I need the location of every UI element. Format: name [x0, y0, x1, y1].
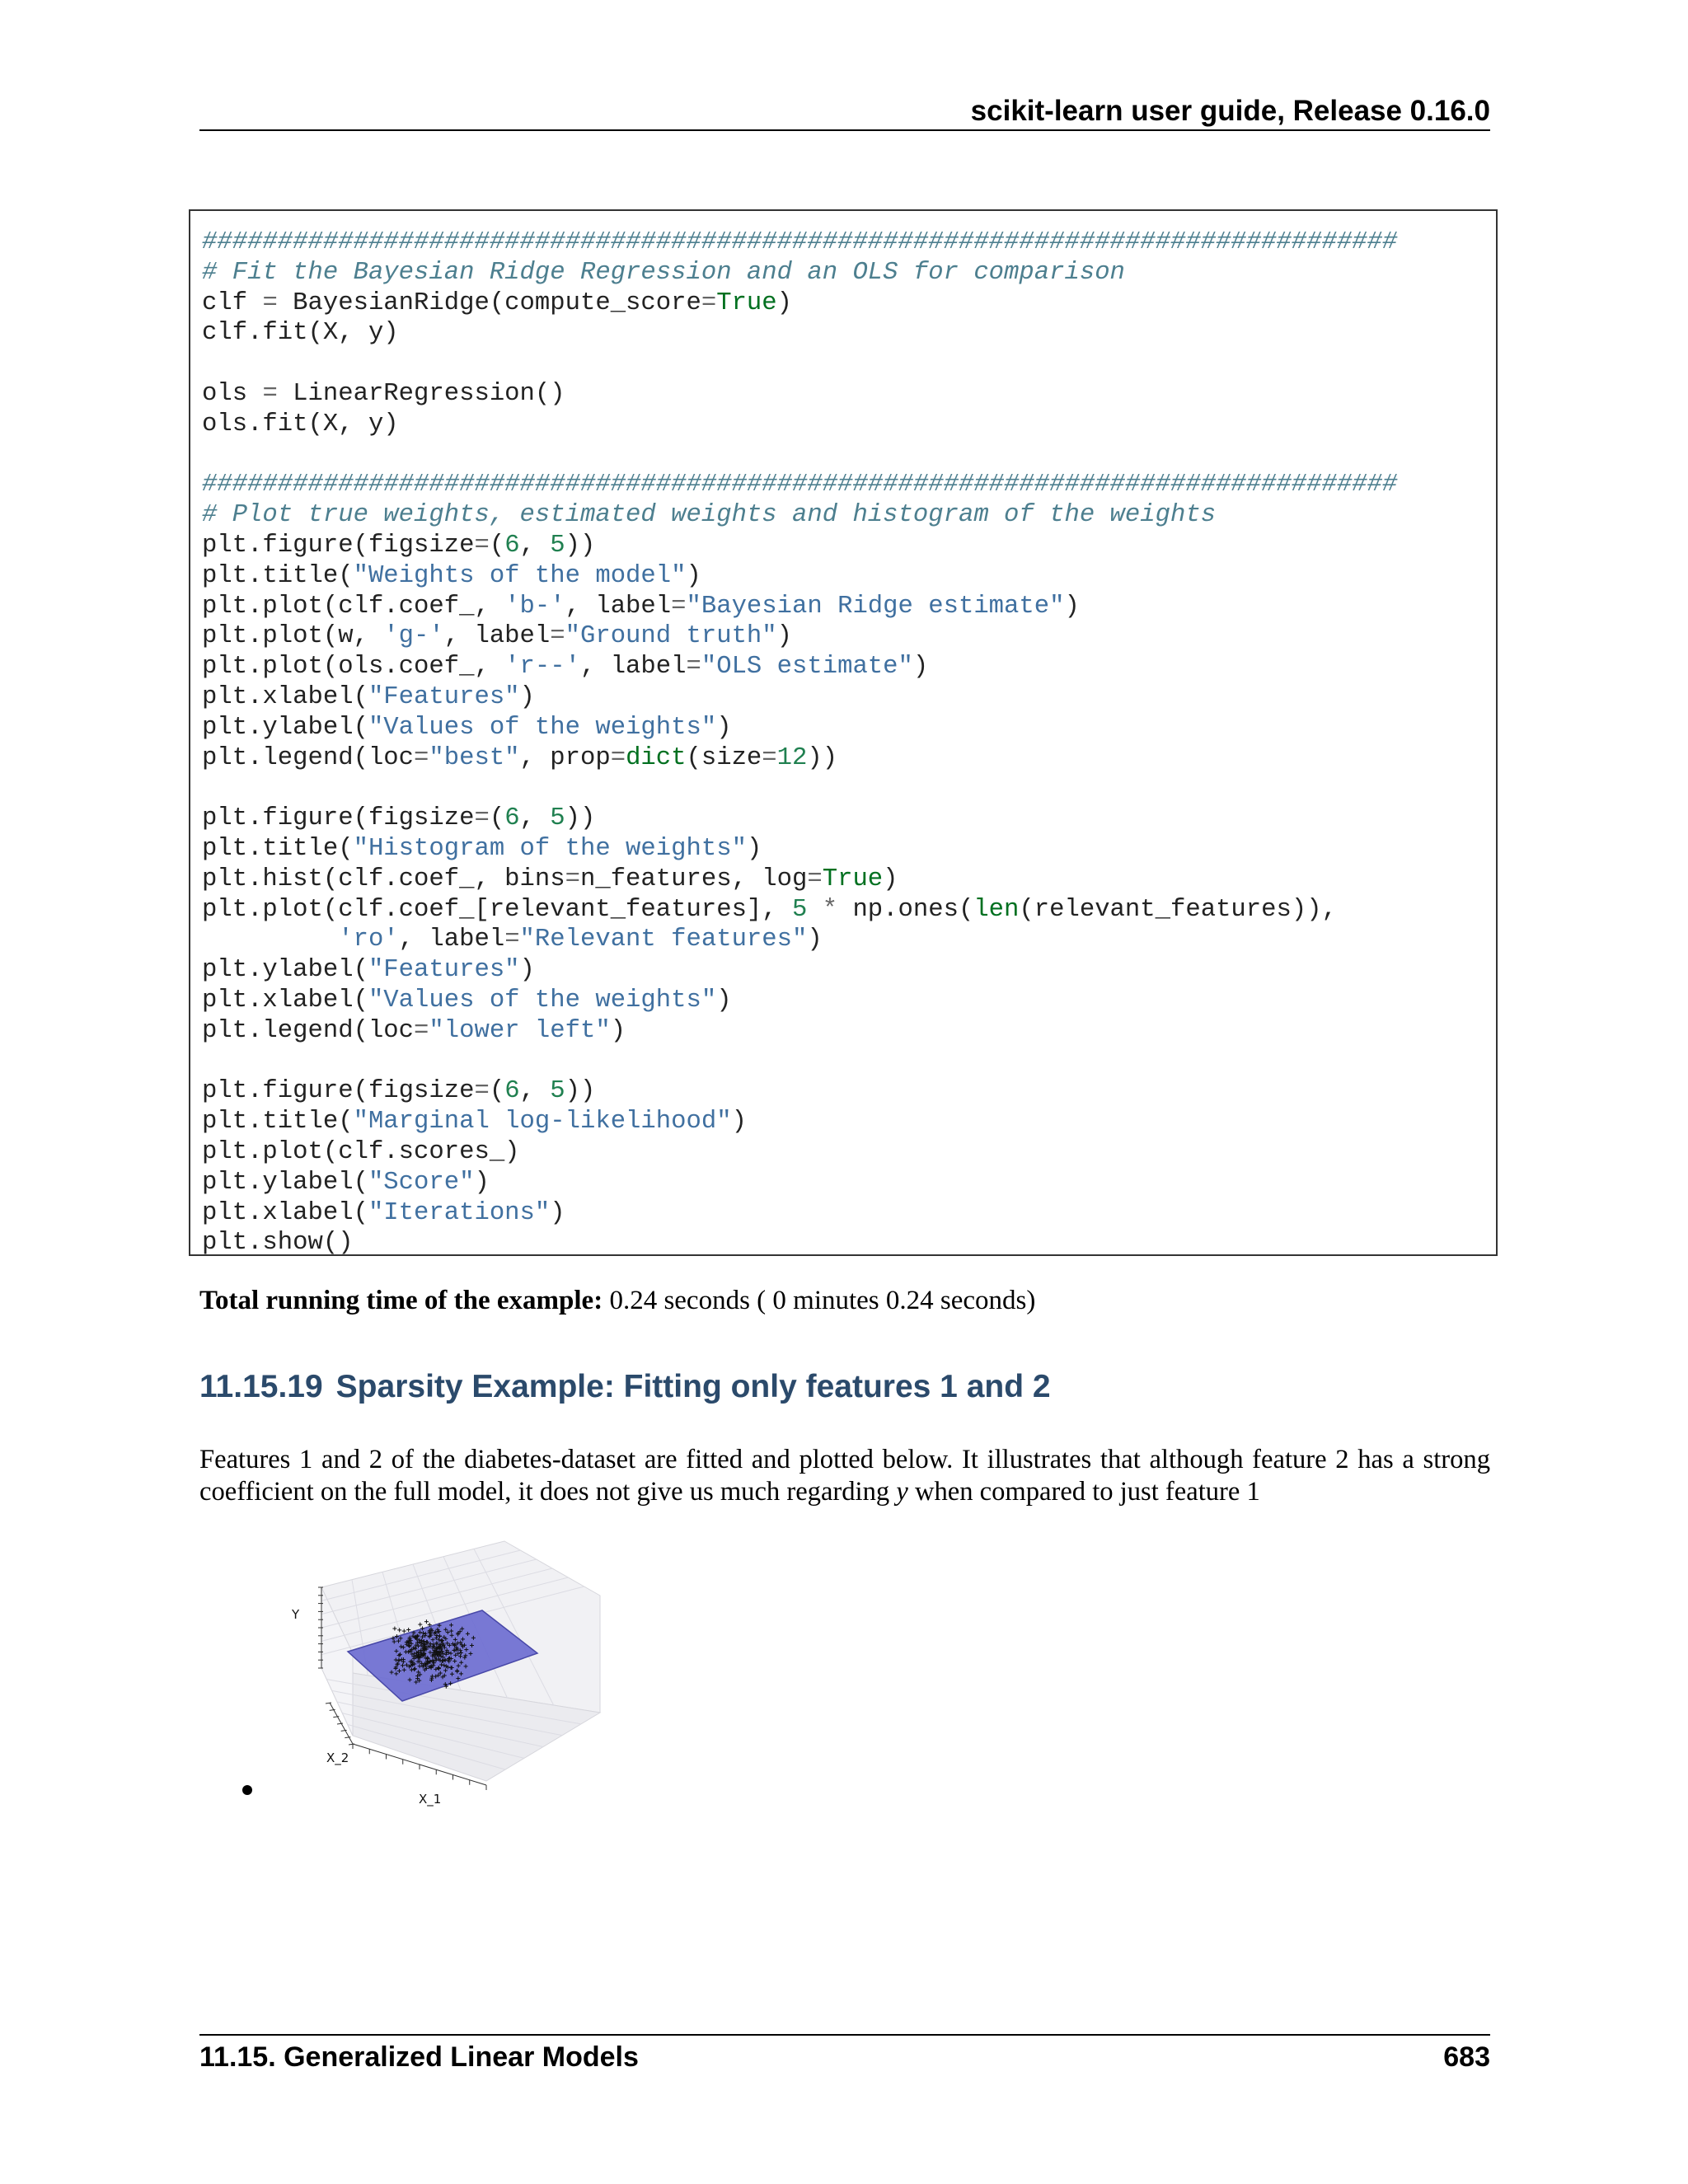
code-token: ( [489, 804, 505, 833]
code-token: 5 [550, 1077, 565, 1106]
code-token: = [671, 592, 687, 621]
code-token: # Fit the Bayesian Ridge Regression and an OLS for comparison [202, 258, 1125, 287]
code-token: 6 [504, 1077, 520, 1106]
code-token: ############################################################################### [202, 471, 1398, 499]
code-token: (size [686, 743, 762, 772]
code-token: = [701, 288, 717, 317]
section-title: Sparsity Example: Fitting only features 1 and 2 [335, 1369, 1051, 1404]
code-line [202, 1199, 565, 1227]
page-number: 683 [1443, 2041, 1490, 2073]
code-token: plt.figure(figsize [202, 531, 475, 560]
code-line [202, 653, 928, 681]
code-token: ) [776, 622, 793, 651]
code-line [202, 622, 792, 650]
sparsity-3d-figure[interactable] [280, 1530, 610, 1810]
code-token: 5 [550, 531, 565, 560]
code-token: np.ones( [837, 895, 974, 924]
code-line [202, 1169, 490, 1197]
running-time-value: 0.24 seconds ( 0 minutes 0.24 seconds) [609, 1286, 1036, 1315]
code-line [202, 683, 535, 711]
code-token: True [822, 865, 884, 893]
code-token: plt.legend(loc [202, 1016, 415, 1045]
code-token: ) [519, 956, 535, 985]
section-number: 11.15.19 [199, 1369, 323, 1404]
code-token: (relevant_features)), [1019, 895, 1337, 924]
paragraph-text: Features 1 and 2 of the diabetes-dataset are fitted and plotted below. It illustrates that although feature 2 has a strong coefficient on the full model, it does not give us much regarding [199, 1445, 1490, 1507]
code-token: plt.title( [202, 834, 354, 863]
list-bullet [242, 1785, 252, 1795]
code-line [202, 714, 732, 742]
code-line [202, 471, 1397, 499]
code-token: "Values of the weights" [368, 713, 717, 742]
code-token: )) [565, 531, 596, 560]
code-token: plt.show() [202, 1229, 354, 1258]
code-token: ############################################################################### [202, 228, 1398, 256]
code-line [202, 926, 823, 954]
code-token: plt.xlabel( [202, 986, 368, 1015]
code-token: = [414, 1016, 429, 1045]
code-token: plt.xlabel( [202, 1198, 368, 1227]
code-token: plt.plot(ols.coef_, [202, 653, 505, 682]
code-token: "Weights of the model" [353, 561, 687, 590]
paragraph-variable: y [896, 1477, 908, 1507]
code-token: = [414, 743, 429, 772]
code-token: plt.ylabel( [202, 1168, 368, 1197]
code-token: 6 [504, 804, 520, 833]
code-line [202, 987, 732, 1015]
section-paragraph [199, 1444, 1490, 1508]
code-token: plt.ylabel( [202, 713, 368, 742]
code-token: )) [565, 1077, 596, 1106]
code-token: plt.figure(figsize [202, 1077, 475, 1106]
code-token: plt.title( [202, 1108, 354, 1137]
code-block [189, 209, 1498, 1256]
code-token: 'g-' [383, 622, 444, 651]
code-token: = [762, 743, 777, 772]
code-token: = [474, 1077, 490, 1106]
code-token: ) [716, 986, 732, 1015]
code-token: "OLS estimate" [701, 653, 913, 682]
code-line [202, 410, 399, 438]
y-axis-label: Y [292, 1607, 300, 1622]
code-token: dict [626, 743, 687, 772]
code-token: plt.plot(clf.scores_) [202, 1137, 520, 1166]
code-listing [202, 227, 1496, 1258]
code-token: plt.figure(figsize [202, 804, 475, 833]
code-token: n_features, log [579, 865, 808, 893]
code-line [202, 1229, 354, 1257]
code-line [202, 501, 1216, 529]
code-token [202, 926, 338, 954]
code-token: )) [565, 804, 596, 833]
code-token: "Iterations" [368, 1198, 551, 1227]
code-line [202, 1138, 520, 1166]
code-token: = [550, 622, 565, 651]
code-token: , [519, 531, 551, 560]
running-time [199, 1282, 1035, 1319]
code-token: = [686, 653, 701, 682]
code-token: ) [610, 1016, 626, 1045]
running-header: scikit-learn user guide, Release 0.16.0 [970, 95, 1490, 127]
section-heading [199, 1366, 1051, 1408]
code-token: ) [912, 653, 929, 682]
running-time-label: Total running time of the example: [199, 1286, 603, 1315]
code-token: "Features" [368, 682, 520, 711]
code-token: "Values of the weights" [368, 986, 717, 1015]
code-token: plt.xlabel( [202, 682, 368, 711]
code-token: , prop [519, 743, 611, 772]
code-token: ) [883, 865, 898, 893]
code-token: plt.title( [202, 561, 354, 590]
code-token: "best" [429, 743, 520, 772]
code-token: , label [579, 653, 687, 682]
code-token: 6 [504, 531, 520, 560]
code-token: "Bayesian Ridge estimate" [686, 592, 1065, 621]
code-token: ) [746, 834, 762, 863]
code-line [202, 865, 898, 893]
code-token: "Score" [368, 1168, 475, 1197]
code-line [202, 228, 1397, 256]
code-token: plt.plot(w, [202, 622, 384, 651]
code-token: BayesianRidge(compute_score [277, 288, 701, 317]
code-token: ( [489, 531, 505, 560]
code-token: LinearRegression() [277, 379, 565, 408]
code-token: ols [202, 379, 263, 408]
code-token: ) [474, 1168, 490, 1197]
code-token: plt.ylabel( [202, 956, 368, 985]
code-line [202, 319, 399, 347]
code-token: 5 [550, 804, 565, 833]
code-token: plt.plot(clf.coef_, [202, 592, 505, 621]
code-line [202, 289, 792, 317]
code-line [202, 835, 762, 863]
code-token: "Relevant features" [519, 926, 808, 954]
code-token: "Features" [368, 956, 520, 985]
code-token: = [262, 288, 278, 317]
code-token: 'ro' [338, 926, 399, 954]
code-line [202, 1017, 626, 1045]
code-token: = [610, 743, 626, 772]
code-token: )) [807, 743, 838, 772]
code-token: , [519, 804, 551, 833]
code-token: len [973, 895, 1020, 924]
code-line [202, 380, 565, 408]
code-token: = [504, 926, 520, 954]
code-token: ( [489, 1077, 505, 1106]
code-token: = [565, 865, 580, 893]
code-token: , label [565, 592, 672, 621]
code-token: 'r--' [504, 653, 580, 682]
code-token [807, 896, 822, 924]
code-token: ) [807, 926, 823, 954]
code-token: ) [519, 682, 535, 711]
code-token: = [262, 379, 278, 408]
code-token: ) [1064, 592, 1080, 621]
code-token: = [474, 531, 490, 560]
code-token: 'b-' [504, 592, 565, 621]
code-token: ) [686, 561, 701, 590]
code-token: = [474, 804, 490, 833]
code-token: ols.fit(X, y) [202, 410, 399, 438]
code-line [202, 804, 595, 832]
code-token: "lower left" [429, 1016, 611, 1045]
code-line [202, 896, 1337, 924]
code-token: 5 [792, 895, 808, 924]
paragraph-text-end: when compared to just feature 1 [907, 1477, 1260, 1507]
code-token: "Ground truth" [565, 622, 777, 651]
code-line [202, 1077, 595, 1105]
code-token: , label [443, 622, 551, 651]
x1-axis-label: X_1 [419, 1792, 442, 1807]
footer-section: 11.15. Generalized Linear Models [199, 2041, 639, 2073]
code-token: True [716, 288, 777, 317]
code-token: , [519, 1077, 551, 1106]
header-rule [199, 129, 1490, 131]
code-token: ) [776, 288, 793, 317]
code-token: clf [202, 288, 263, 317]
code-line [202, 744, 837, 772]
code-token: plt.plot(clf.coef_[relevant_features], [202, 895, 793, 924]
code-token: ) [716, 713, 732, 742]
code-token: ) [731, 1108, 747, 1137]
x2-axis-label: X_2 [326, 1750, 349, 1765]
code-token: clf.fit(X, y) [202, 319, 399, 348]
footer-rule [199, 2034, 1490, 2036]
code-line [202, 593, 1080, 621]
code-line [202, 956, 535, 984]
code-token: * [822, 895, 838, 924]
code-token: plt.hist(clf.coef_, bins [202, 865, 565, 893]
code-token: "Histogram of the weights" [353, 834, 747, 863]
code-line [202, 1108, 747, 1136]
code-line [202, 259, 1125, 287]
code-token: ) [550, 1198, 565, 1227]
code-token: plt.legend(loc [202, 743, 415, 772]
code-line [202, 562, 701, 590]
code-token: "Marginal log-likelihood" [353, 1108, 732, 1137]
code-token: = [807, 865, 823, 893]
code-token: 12 [776, 743, 808, 772]
code-token: , label [398, 926, 505, 954]
code-token: # Plot true weights, estimated weights and histogram of the weights [202, 501, 1217, 530]
code-line [202, 532, 595, 560]
